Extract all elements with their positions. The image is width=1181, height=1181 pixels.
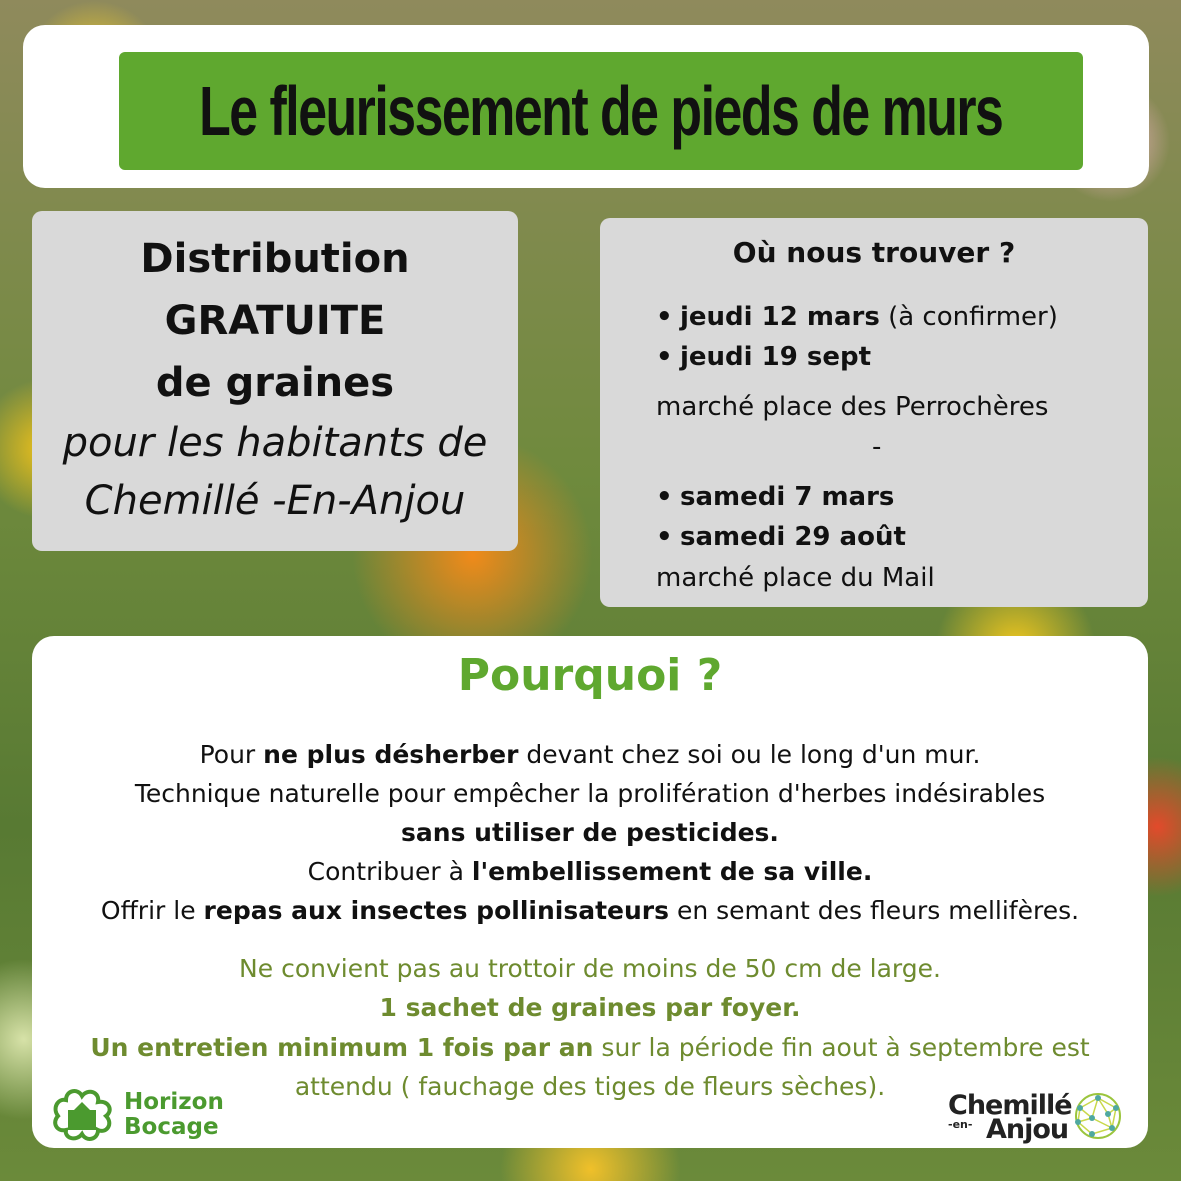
chemille-en-anjou-logo xyxy=(944,1088,1134,1148)
page-title: Le fleurissement de pieds de murs xyxy=(199,72,1003,150)
reason-line: Technique naturelle pour empêcher la prolifération d'herbes indésirables xyxy=(134,779,1046,808)
date-item xyxy=(680,302,1058,332)
reason-bold: repas aux insectes pollinisateurs xyxy=(203,896,669,925)
logo-text: Anjou xyxy=(986,1114,1069,1145)
reason-line: sans utiliser de pesticides. xyxy=(401,818,779,847)
distribution-free: GRATUITE xyxy=(164,298,386,344)
reason-bold: l'embellissement de sa ville. xyxy=(471,857,873,886)
date-item xyxy=(680,342,871,372)
why-title: Pourquoi ? xyxy=(457,650,723,701)
logo-text: Bocage xyxy=(124,1114,219,1140)
reason-text: Pour xyxy=(199,740,264,769)
note-line: Ne convient pas au trottoir de moins de 50 cm de large. xyxy=(239,954,941,983)
network-graphic-icon xyxy=(1068,1088,1128,1144)
why-panel xyxy=(32,636,1148,1148)
note-line: attendu ( fauchage des tiges de fleurs sèches). xyxy=(294,1072,886,1101)
date-item xyxy=(680,482,894,512)
where-box xyxy=(600,218,1148,607)
oak-leaf-icon xyxy=(50,1086,120,1146)
horizon-bocage-logo xyxy=(50,1086,230,1146)
title-banner xyxy=(119,52,1083,170)
reason-bold: ne plus désherber xyxy=(263,740,519,769)
distribution-box xyxy=(32,211,518,551)
logo-text: Horizon xyxy=(124,1089,224,1115)
logo-text: Chemillé xyxy=(948,1090,1072,1121)
date-text: jeudi 12 mars xyxy=(680,302,880,332)
distribution-audience: pour les habitants de xyxy=(62,420,488,466)
date-text: samedi 29 août xyxy=(680,522,906,552)
reason-text: en semant des fleurs mellifères. xyxy=(669,896,1080,925)
market-location: marché place des Perrochères xyxy=(656,392,1049,422)
distribution-seeds: de graines xyxy=(155,360,395,406)
date-text: samedi 7 mars xyxy=(680,482,895,512)
date-note: (à confirmer) xyxy=(879,302,1058,332)
note-line: 1 sachet de graines par foyer. xyxy=(379,993,801,1022)
note-bold: Un entretien minimum 1 fois par an xyxy=(90,1033,594,1062)
reason-text: Contribuer à xyxy=(307,857,472,886)
date-text: jeudi 19 sept xyxy=(680,342,872,372)
title-panel xyxy=(23,25,1149,188)
reason-line xyxy=(32,896,1148,925)
where-title: Où nous trouver ? xyxy=(732,236,1016,269)
distribution-town: Chemillé -En-Anjou xyxy=(84,478,466,524)
reason-text: devant chez soi ou le long d'un mur. xyxy=(518,740,981,769)
distribution-line: Distribution xyxy=(140,236,410,282)
reason-text: Offrir le xyxy=(100,896,204,925)
reason-line xyxy=(32,857,1148,886)
logo-text: -en- xyxy=(948,1118,973,1131)
note-text: sur la période fin aout à septembre est xyxy=(593,1033,1090,1062)
note-line xyxy=(32,1033,1148,1062)
date-item xyxy=(680,522,906,552)
market-location: marché place du Mail xyxy=(656,563,935,593)
separator: - xyxy=(872,432,882,462)
reason-line xyxy=(32,740,1148,769)
